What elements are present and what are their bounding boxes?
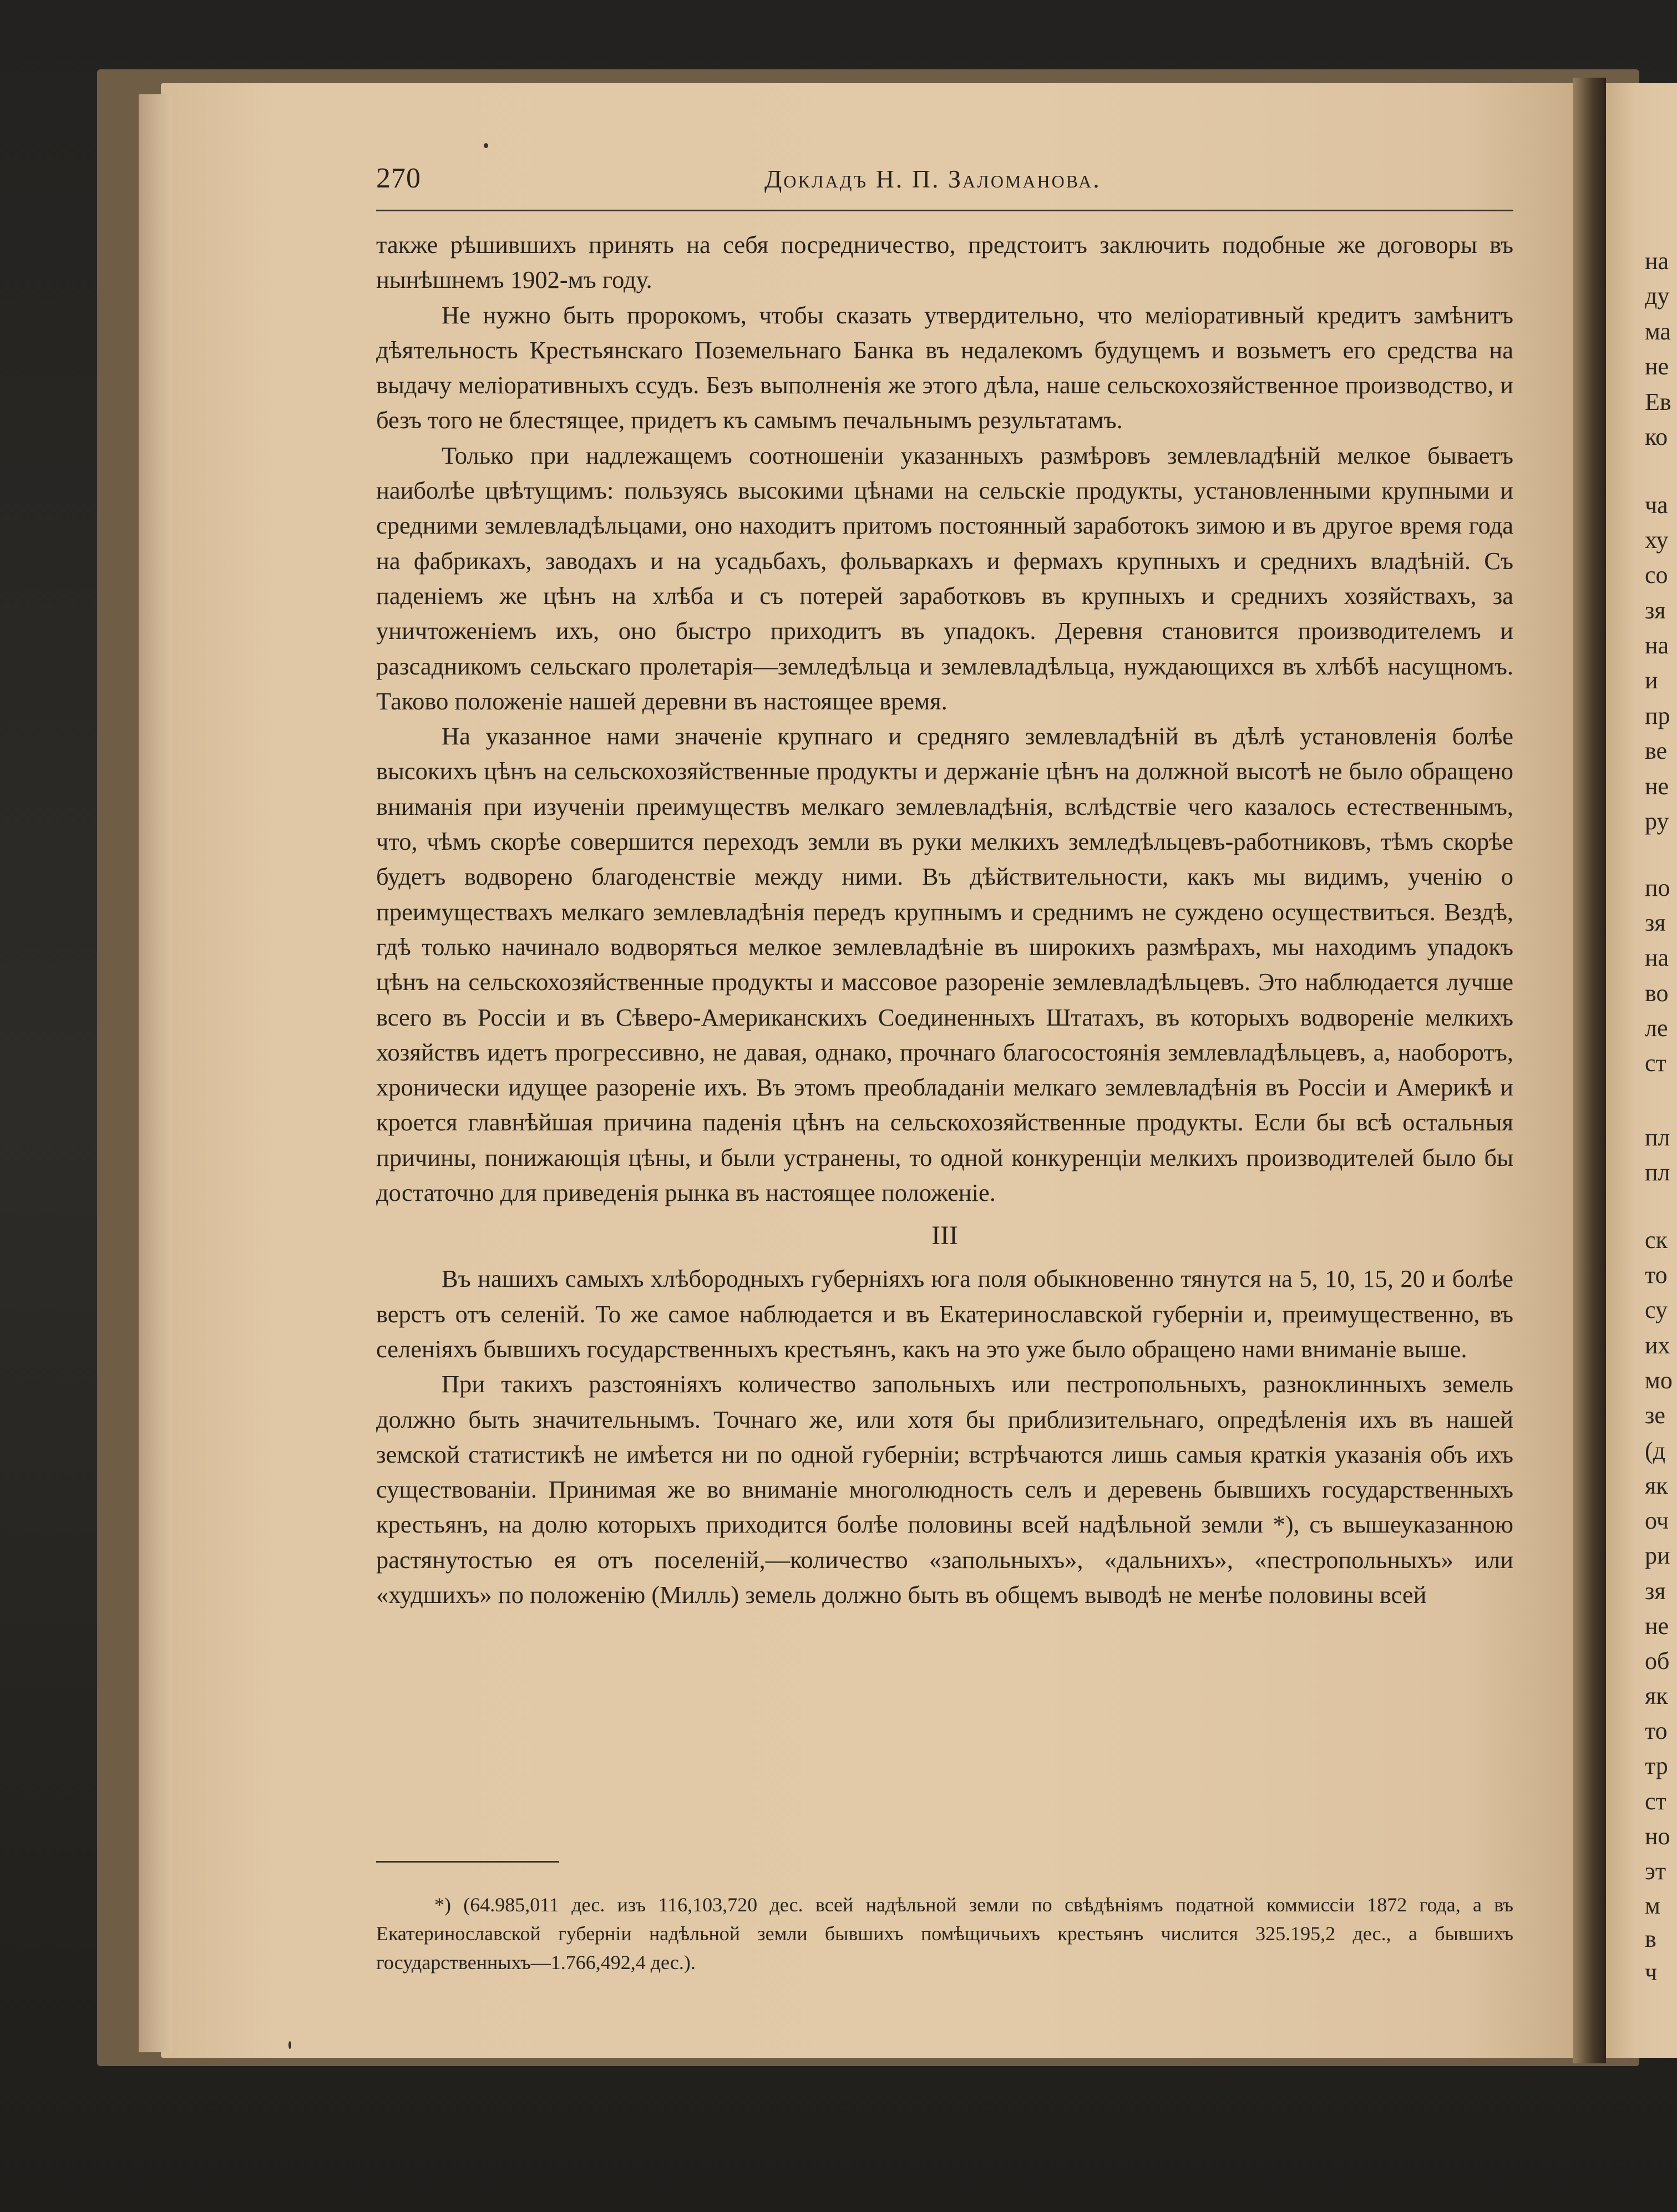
paragraph: При такихъ разстояніяхъ количество запольныхъ или пестропольныхъ, разноклинныхъ земель должно быть значительнымъ. Точнаго же, или хотя бы приблизительнаго, опредѣленія ихъ въ нашей земской статистикѣ не имѣется ни по одной губерніи; встрѣчаются лишь самыя краткія указанія объ ихъ существованіи. Принимая же во вниманіе многолюдность селъ и деревень бывшихъ государственныхъ крестьянъ, на долю которыхъ приходится болѣе половины всей надѣльной земли *), съ вышеуказанною растянутостью ея отъ поселеній,—количество «запольныхъ», «дальнихъ», «пестропольныхъ» или «худшихъ» по положенію (Милль) земель должно быть въ общемъ выводѣ не менѣе половины всей (376, 1370, 1513, 1609)
facing-page-line: не (1645, 773, 1669, 800)
facing-page-line: ле (1645, 1014, 1668, 1042)
facing-page-line: зя (1645, 1577, 1666, 1605)
page-number: 270 (376, 163, 421, 194)
scan-speck (288, 2041, 291, 2049)
facing-page-line: як (1645, 1682, 1668, 1709)
facing-page-line: не (1645, 353, 1669, 380)
facing-page-line: мо (1645, 1367, 1673, 1394)
facing-page-line: об (1645, 1647, 1670, 1675)
footnote: *) (64.985,011 дес. изъ 116,103,720 дес. всей надѣльной земли по свѣдѣніямъ податной коммиссіи 1872 года, а въ Екатеринославской губерніи надѣльной земли бывшихъ помѣщичьихъ крестьянъ числится 325.195,2 дес., а бывшихъ государственныхъ—1.766,492,4 дес.). (376, 1894, 1513, 1973)
footnote-rule (376, 1861, 559, 1863)
facing-page-line: и (1645, 667, 1658, 694)
facing-page-line: су (1645, 1296, 1668, 1323)
page-edges (139, 94, 172, 2052)
facing-page-line: то (1645, 1261, 1668, 1288)
facing-page-line: як (1645, 1472, 1668, 1499)
scan-speck (484, 143, 488, 148)
facing-page-line: пл (1645, 1124, 1670, 1151)
section-heading: III (931, 1221, 958, 1251)
facing-page-line: ст (1645, 1049, 1666, 1077)
paragraph: также рѣшившихъ принять на себя посредничество, предстоитъ заключить подобные же договоры въ нынѣшнемъ 1902-мъ году. (376, 231, 1513, 294)
facing-page-line: ду (1645, 282, 1670, 310)
header-rule (376, 210, 1513, 211)
paragraph: Только при надлежащемъ соотношеніи указанныхъ размѣровъ землевладѣній мелкое бываетъ наиболѣе цвѣтущимъ: пользуясь высокими цѣнами на сельскіе продукты, установленными крупными и средними землевладѣльцами, оно находитъ притомъ постоянный заработокъ зимою и въ другое время года на фабрикахъ, заводахъ и на усадьбахъ, фольваркахъ и фермахъ крупныхъ и среднихъ владѣній. Съ паденіемъ же цѣнъ на хлѣба и съ потерей заработковъ въ крупныхъ и среднихъ хозяйствахъ, за уничтоженіемъ ихъ, оно быстро приходитъ въ упадокъ. Деревня становится производителемъ и разсадникомъ сельскаго пролетарія—земледѣльца и землевладѣльца, нуждающихся въ хлѣбѣ насущномъ. Таково положеніе нашей деревни въ настоящее время. (376, 441, 1513, 715)
facing-page-line: (д (1645, 1437, 1666, 1464)
facing-page-line: тр (1645, 1752, 1668, 1779)
running-head (376, 162, 1513, 206)
paragraph: Въ нашихъ самыхъ хлѣбородныхъ губерніяхъ юга поля обыкновенно тянутся на 5, 10, 15, 20 и болѣе верстъ отъ селеній. То же самое наблюдается и въ Екатеринославской губерніи и, преимущественно, въ селеніяхъ бывшихъ государственныхъ крестьянъ, какъ на это уже было обращено нами вниманіе выше. (376, 1265, 1513, 1363)
facing-page-line: зя (1645, 597, 1666, 624)
facing-page-line: пр (1645, 702, 1670, 729)
facing-page-line: со (1645, 561, 1668, 588)
facing-page-line: в (1645, 1925, 1656, 1952)
facing-page-line: по (1645, 874, 1670, 901)
running-title: Докладъ Н. П. Заломанова. (764, 165, 1101, 193)
facing-page-line: то (1645, 1717, 1668, 1744)
facing-page-line: ча (1645, 491, 1668, 519)
facing-page-line: во (1645, 980, 1669, 1007)
facing-page-line: зе (1645, 1402, 1665, 1429)
facing-page-line: на (1645, 944, 1669, 971)
facing-page-line: на (1645, 632, 1669, 659)
facing-page-line: пл (1645, 1159, 1670, 1186)
facing-page-line: на (1645, 247, 1669, 275)
facing-page-line: Ев (1645, 388, 1671, 415)
facing-page-line: ко (1645, 423, 1668, 450)
facing-page-line: ма (1645, 318, 1671, 345)
facing-page-line: ст (1645, 1788, 1666, 1815)
facing-page-line: их (1645, 1332, 1670, 1359)
facing-page-line: ск (1645, 1226, 1668, 1254)
main-text (376, 227, 1513, 1612)
facing-page-line: ч (1645, 1959, 1658, 1986)
paragraph: На указанное нами значеніе крупнаго и средняго землевладѣній въ дѣлѣ установленія болѣе высокихъ цѣнъ на сельскохозяйственные продукты и держаніе цѣнъ на должной высотѣ не было обращено вниманія при изученіи преимуществъ мелкаго землевладѣнія, вслѣдствіе чего казалось естественнымъ, что, чѣмъ скорѣе совершится переходъ земли въ руки мелкихъ земледѣльцевъ-работниковъ, тѣмъ скорѣе будетъ водворено благоденствіе между ними. Въ дѣйствительности, какъ мы видимъ, ученію о преимуществахъ мелкаго землевладѣнія передъ крупнымъ и среднимъ не суждено осуществиться. Вездѣ, гдѣ только начинало водворяться мелкое землевладѣніе въ широкихъ размѣрахъ, мы находимъ упадокъ цѣнъ на сельскохозяйственные продукты и массовое разореніе землевладѣльцевъ. Это наблюдается лучше всего въ Россіи и въ Сѣверо-Американскихъ Соединенныхъ Штатахъ, въ которыхъ водвореніе мелкихъ хозяйствъ идетъ прогрессивно, не давая, однако, прочнаго благосостоянія землевладѣльцевъ, а, наоборотъ, хронически идущее разореніе ихъ. Въ этомъ преобладаніи мелкаго землевладѣнія въ Россіи и Америкѣ и кроется главнѣйшая причина паденія цѣнъ на сельскохозяйственные продукты. Если бы всѣ остальныя причины, понижающія цѣны, и были устранены, то одной конкуренціи мелкихъ производителей было бы достаточно для приведенія рынка въ настоящее положеніе. (376, 722, 1513, 1207)
facing-page-line: оч (1645, 1507, 1669, 1534)
book-gutter (1573, 78, 1606, 2063)
facing-page-line: ру (1645, 808, 1669, 835)
facing-page-line: зя (1645, 909, 1666, 936)
facing-page-line: эт (1645, 1858, 1666, 1885)
facing-page-line: м (1645, 1892, 1660, 1919)
facing-page-line: ве (1645, 737, 1668, 764)
paragraph: Не нужно быть пророкомъ, чтобы сказать утвердительно, что меліоративный кредитъ замѣнитъ дѣятельность Крестьянскаго Поземельнаго Банка въ недалекомъ будущемъ и возьметъ его средства на выдачу меліоративныхъ ссудъ. Безъ выполненія же этого дѣла, наше сельскохозяйственное производство, и безъ того не блестящее, придетъ къ самымъ печальнымъ результатамъ. (376, 301, 1513, 434)
facing-page-line: ри (1645, 1542, 1670, 1569)
facing-page-line: не (1645, 1612, 1669, 1640)
facing-page-line: но (1645, 1823, 1670, 1850)
facing-page-line: ху (1645, 526, 1669, 554)
